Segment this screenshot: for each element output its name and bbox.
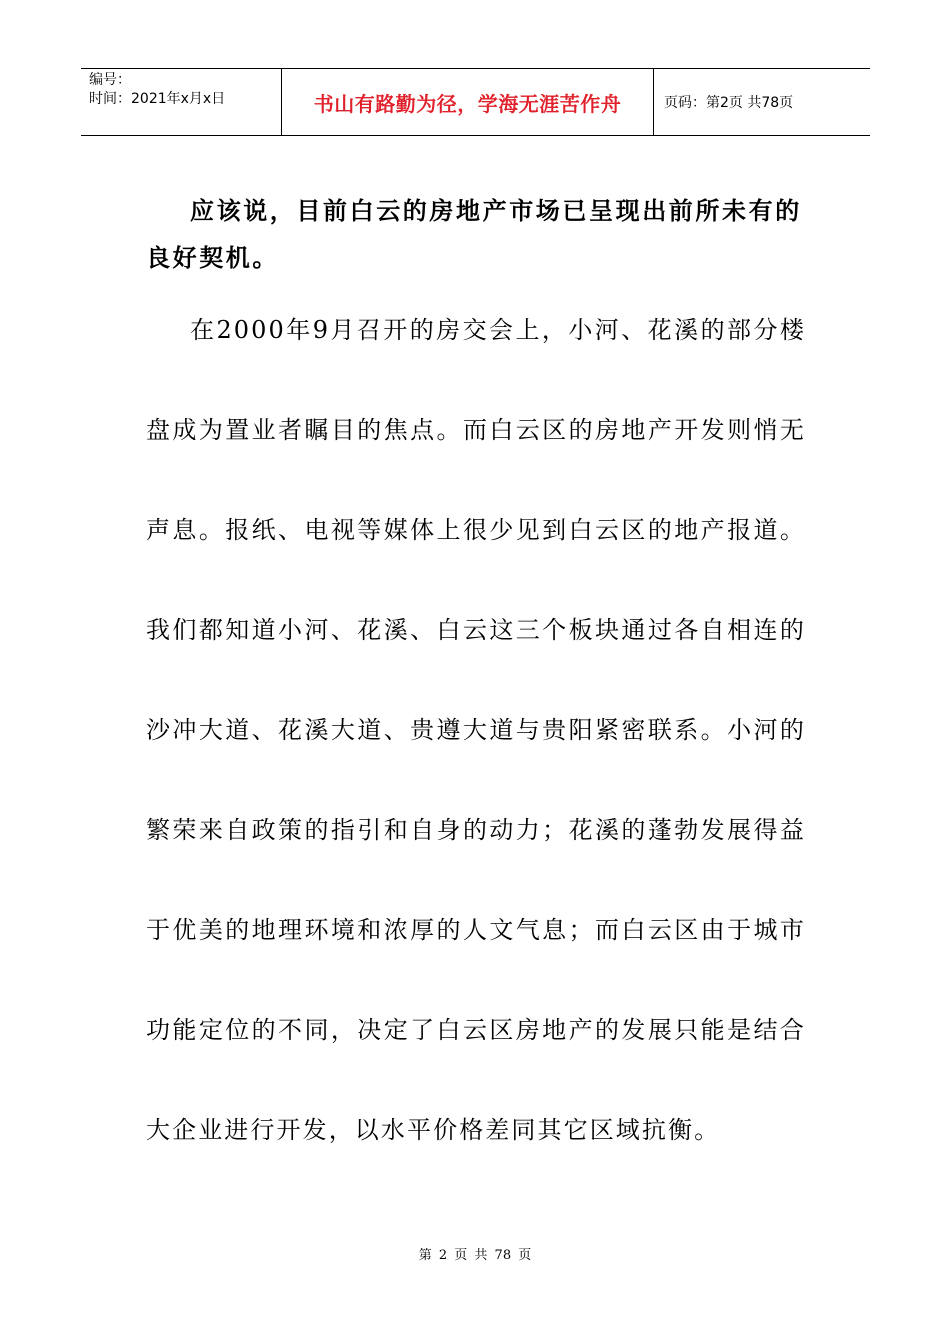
bold-paragraph: 应该说，目前白云的房地产市场已呈现出前所未有的良好契机。 (146, 197, 802, 272)
date-label: 时间：2021年x月x日 (89, 91, 226, 107)
motto-text: 书山有路勤为径，学海无涯苦作舟 (313, 91, 622, 116)
document-header (81, 68, 870, 136)
header-page-cell (654, 69, 870, 135)
header-meta-cell (81, 69, 281, 135)
main-paragraph: 在2000年9月召开的房交会上，小河、花溪的部分楼盘成为置业者瞩目的焦点。而白云区的房地产开发则悄无声息。报纸、电视等媒体上很少见到白云区的地产报道。我们都知道小河、花溪、白云这三个板块通过各自相连的沙冲大道、花溪大道、贵遵大道与贵阳紧密联系。小河的繁荣来自政策的指引和自身的动力；花溪的蓬勃发展得益于优美的地理环境和浓厚的人文气息；而白云区由于城市功能定位的不同，决定了白云区房地产的发展只能是结合大企业进行开发，以水平价格差同其它区域抗衡。 (146, 316, 806, 1144)
header-motto-cell (281, 69, 654, 135)
page-info: 页码：第2页 共78页 (664, 95, 794, 111)
number-label: 编号： (89, 72, 131, 88)
page-footer: 第 2 页 共 78 页 (418, 1248, 532, 1263)
